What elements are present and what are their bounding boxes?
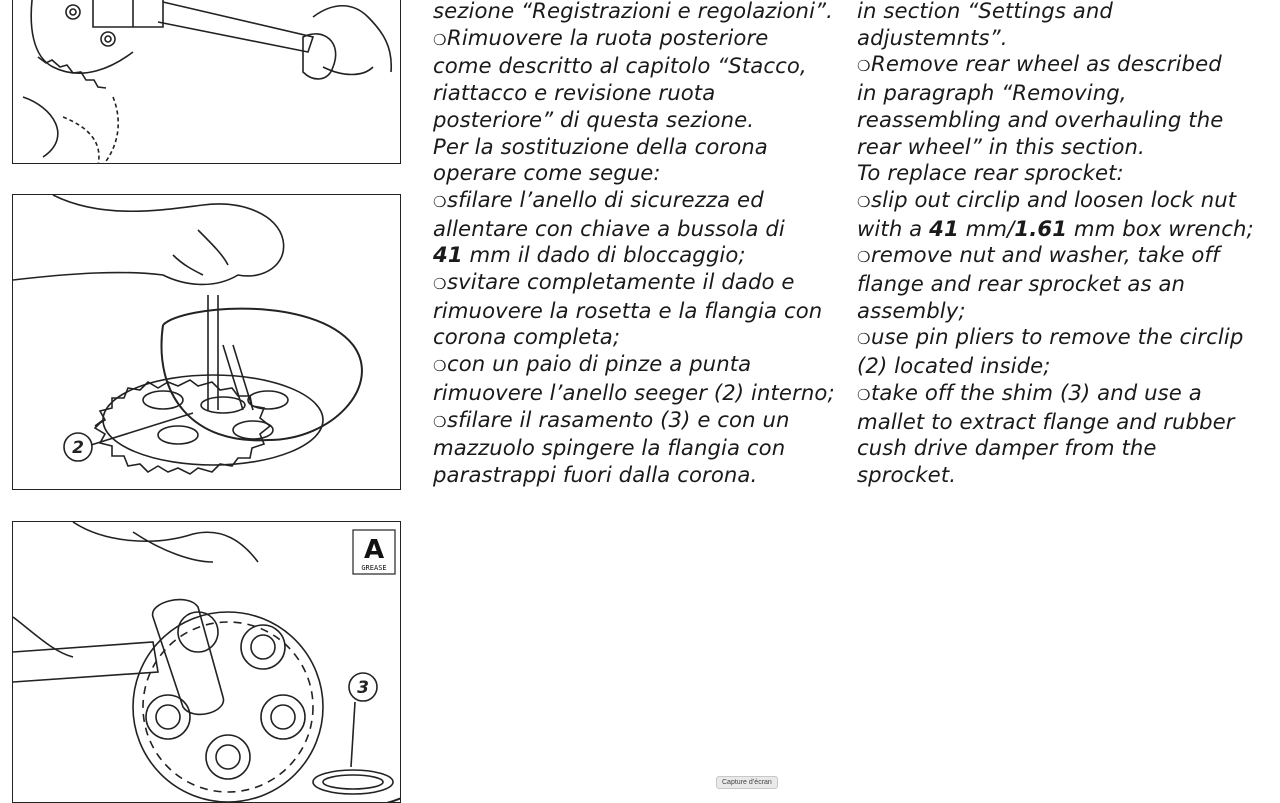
screenshot-tooltip: Capture d’écran — [716, 776, 778, 789]
circlip-drawing — [13, 195, 401, 490]
bullet-icon: ❍ — [433, 275, 447, 294]
text-line: in section “Settings and — [857, 0, 1113, 23]
text-line: ❍sfilare l’anello di sicurezza ed — [433, 187, 843, 216]
text-line: sprocket. — [857, 461, 957, 487]
text-line: ❍Rimuovere la ruota posteriore — [433, 25, 843, 54]
text-line: with a 41 mm/1.61 mm box wrench; — [857, 215, 1254, 241]
bullet-icon: ❍ — [857, 57, 871, 76]
bullet-icon: ❍ — [433, 192, 447, 211]
text-line: rimuovere l’anello seeger (2) interno; — [433, 379, 835, 405]
text-line: rimuovere la rosetta e la flangia con — [433, 297, 823, 323]
bullet-icon: ❍ — [433, 30, 447, 49]
figure-flange-extraction — [12, 521, 401, 803]
text-line: flange and rear sprocket as an — [857, 271, 1186, 297]
callout-2: 2 — [72, 438, 84, 458]
italian-text-column — [433, 0, 843, 489]
text-line: ❍Remove rear wheel as described — [857, 51, 1277, 80]
text-line: ❍sfilare il rasamento (3) e con un — [433, 407, 843, 436]
figure-circlip-removal — [12, 194, 401, 490]
text-line: posteriore” di questa sezione. — [433, 106, 755, 132]
text-line: mallet to extract flange and rubber — [857, 408, 1235, 434]
text-line: To replace rear sprocket: — [857, 160, 1124, 186]
flange-drawing — [13, 522, 401, 803]
text-line: riattacco e revisione ruota — [433, 80, 716, 106]
text-line: assembly; — [857, 297, 966, 323]
text-line: adjustemnts”. — [857, 24, 1008, 50]
bullet-icon: ❍ — [433, 412, 447, 431]
text-line: ❍remove nut and washer, take off — [857, 242, 1277, 271]
text-line: come descritto al capitolo “Stacco, — [433, 53, 807, 79]
text-line: allentare con chiave a bussola di — [433, 215, 785, 241]
bullet-icon: ❍ — [857, 192, 871, 211]
bullet-icon: ❍ — [857, 248, 871, 267]
bullet-icon: ❍ — [433, 357, 447, 376]
grease-badge-letter: A — [363, 535, 385, 565]
bullet-icon: ❍ — [857, 385, 871, 404]
text-line: ❍use pin pliers to remove the circlip — [857, 324, 1277, 353]
text-line: 41 mm il dado di bloccaggio; — [433, 242, 746, 268]
text-line: reassembling and overhauling the — [857, 106, 1224, 132]
text-line: ❍slip out circlip and loosen lock nut — [857, 187, 1277, 216]
text-line: cush drive damper from the — [857, 435, 1157, 461]
figure-sprocket-wrench — [12, 0, 401, 164]
grease-badge-text: GREASE — [361, 564, 387, 572]
text-line: corona completa; — [433, 324, 621, 350]
text-line: mazzuolo spingere la flangia con — [433, 435, 786, 461]
text-line: parastrappi fuori dalla corona. — [433, 461, 758, 487]
english-text-column — [857, 0, 1277, 489]
text-line: Per la sostituzione della corona — [433, 133, 768, 159]
text-line: ❍take off the shim (3) and use a — [857, 380, 1277, 409]
text-line: in paragraph “Removing, — [857, 80, 1127, 106]
text-line: sezione “Registrazioni e regolazioni”. — [433, 0, 833, 23]
callout-3: 3 — [357, 678, 369, 698]
text-line: ❍con un paio di pinze a punta — [433, 351, 843, 380]
text-line: rear wheel” in this section. — [857, 133, 1145, 159]
text-line: operare come segue: — [433, 160, 661, 186]
sprocket-wrench-drawing — [13, 0, 401, 164]
text-line: ❍svitare completamente il dado e — [433, 269, 843, 298]
bullet-icon: ❍ — [857, 330, 871, 349]
text-line: (2) located inside; — [857, 353, 1051, 379]
